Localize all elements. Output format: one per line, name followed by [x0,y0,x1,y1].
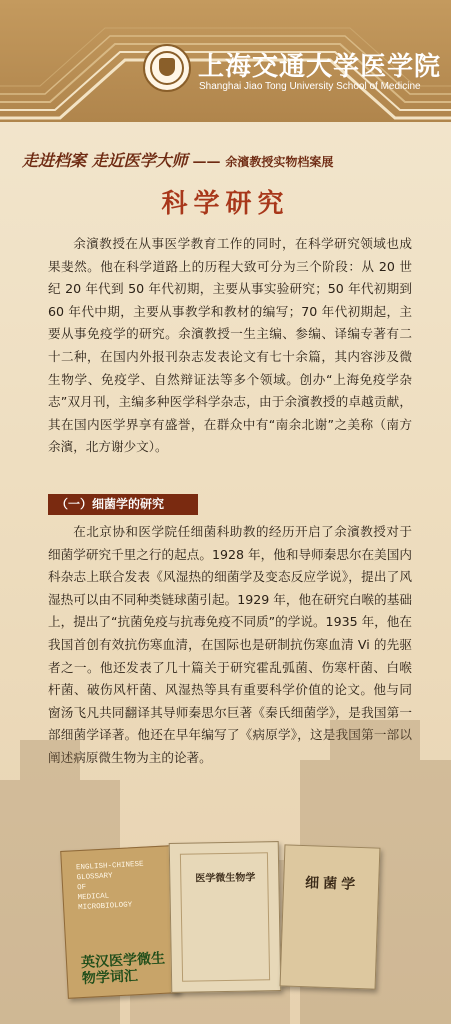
subtitle-exhibition-name: 余濱教授实物档案展 [225,155,334,169]
section-heading-bacteriology: （一）细菌学的研究 [48,494,198,515]
book3-title: 细菌学 [304,875,360,893]
subtitle-dash: —— [187,154,226,170]
school-name-cn: 上海交通大学医学院 [198,52,442,82]
subtitle-main: 走进档案 走近医学大师 [22,151,188,170]
school-name-en: Shanghai Jiao Tong University School of Medicine [199,81,421,92]
book-bacteriology [280,844,381,989]
book-medical-microbiology [169,841,282,993]
book1-english-title: ENGLISH-CHINESE GLOSSARY OF MEDICAL MICROBIOLOGY [75,860,144,913]
university-seal-icon [143,44,191,92]
bacteriology-paragraph: 在北京协和医学院任细菌科助教的经历开启了余濱教授对于细菌学研究千里之行的起点。1928 年，他和导师秦思尔在美国内科杂志上联合发表《风湿热的细菌学及变态反应学说》，提出了风湿热可以由不同种类链球菌引起。1929 年，他在研究白喉的基础上，提出了“抗菌免疫与抗毒免疫不同质”的学说。1935 年，他在我国首创有效抗伤寒血清，在国际也是研制抗伤寒血清 Vi 的先驱者之一。他还发表了几十篇关于研究霍乱弧菌、伤寒杆菌、白喉杆菌、破伤风杆菌、风湿热等具有重要科学价值的论文。他与同窗汤飞凡共同翻译其导师秦思尔巨著《秦氏细菌学》，是我国第一部细菌学译著。他还在早年编写了《病原学》，这是我国第一部以阐述病原微生物为主的论著。 [48,524,412,765]
page-title: 科学研究 [161,189,290,219]
header-banner [0,0,451,122]
book2-title: 医学微生物学 [195,872,256,885]
book-english-chinese-glossary [60,845,180,999]
book1-chinese-title: 英汉医学微生物学词汇 [80,950,166,988]
intro-paragraph: 余濱教授在从事医学教育工作的同时，在科学研究领域也成果斐然。他在科学道路上的历程大致可分为三个阶段：从 20 世纪 20 年代到 50 年代初期，主要从事实验研究；50 年代初期到 60 年代中期，主要从事教学和教材的编写；70 年代初期起，主要从事免疫学的研究。余濱教授一生主编、参编、译编专著有二十二种，在国内外报刊杂志发表论文有七十余篇，其内容涉及微生物学、免疫学、自然辩证法等多个领域。创办“上海免疫学杂志”双月刊，主编多种医学科学杂志，由于余濱教授的卓越贡献，其在国内医学界享有盛誉，在群众中有“南余北谢”之美称（南方余濱，北方谢少文）。 [48,236,412,455]
exhibit-subtitle [22,148,442,171]
